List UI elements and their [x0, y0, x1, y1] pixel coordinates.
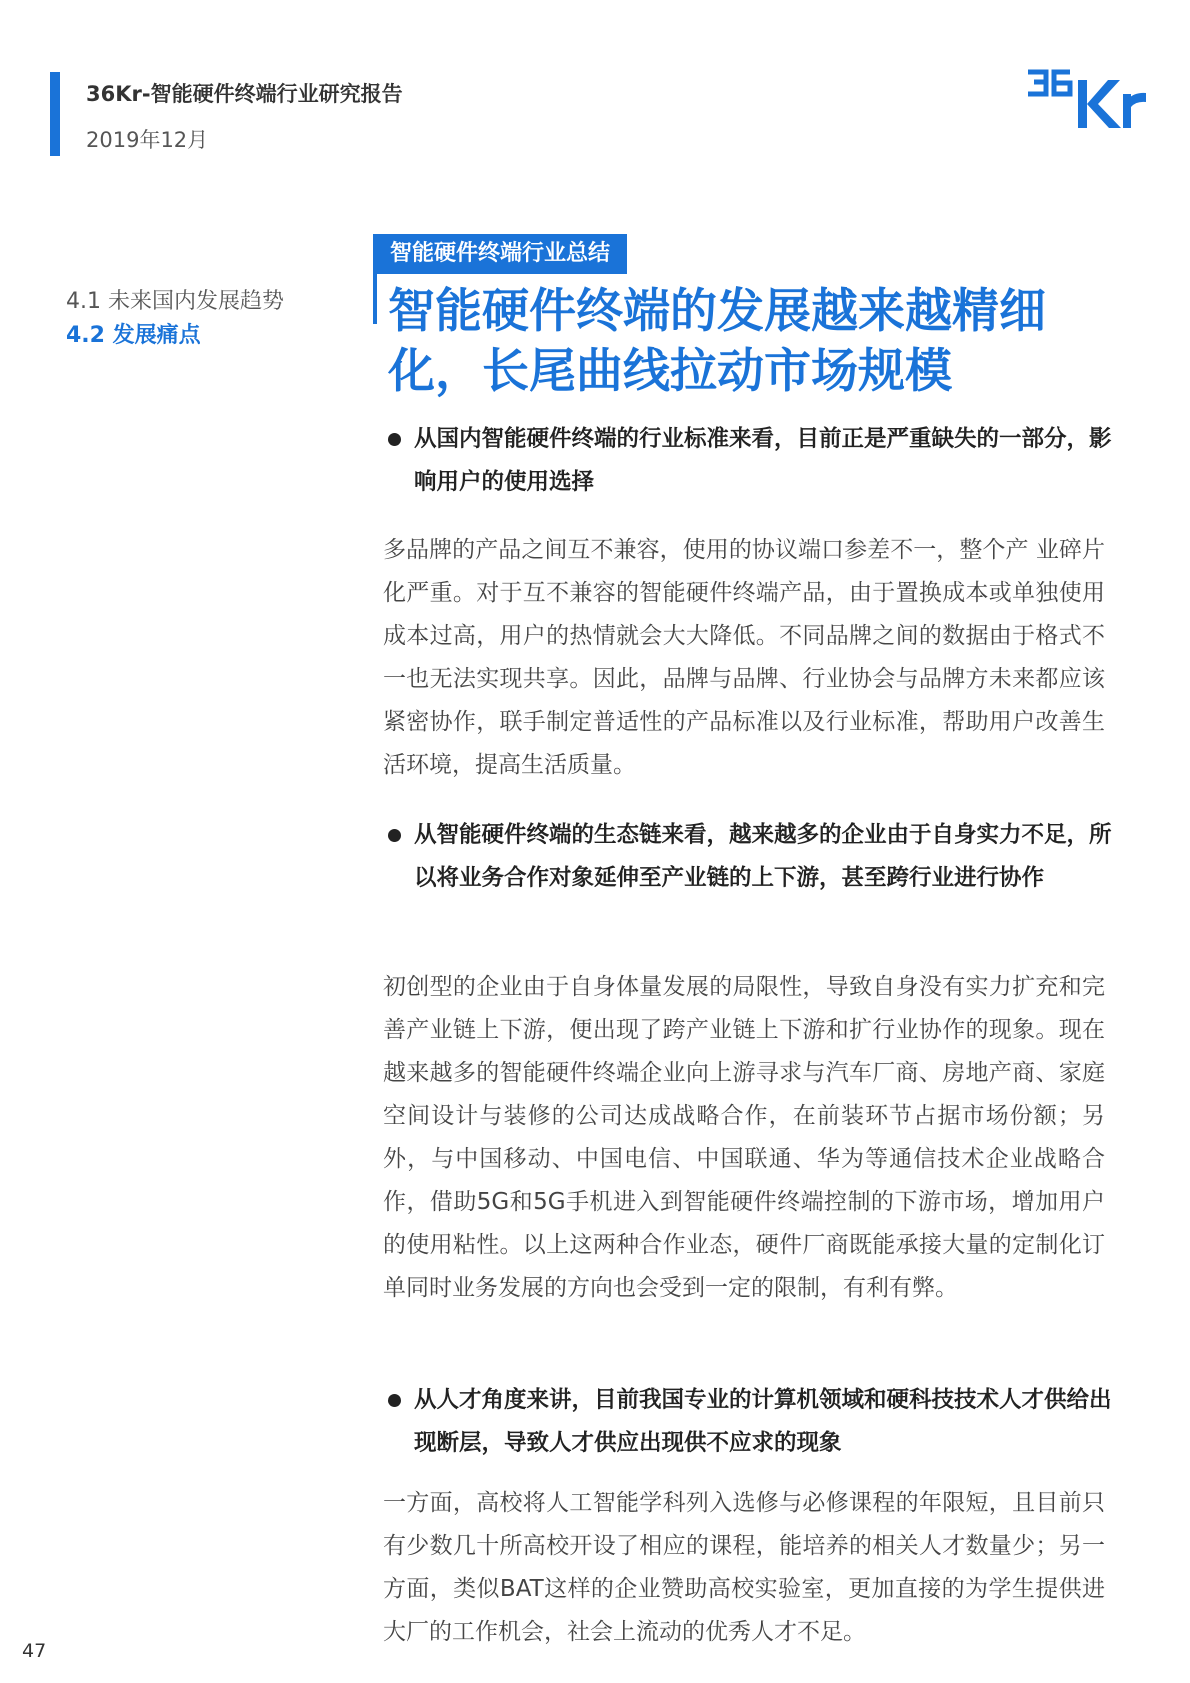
page-title: 智能硬件终端的发展越来越精细化，长尾曲线拉动市场规模 — [388, 284, 1046, 399]
36kr-logo — [1024, 60, 1154, 140]
report-title: 36Kr-智能硬件终端行业研究报告 — [86, 82, 403, 106]
report-date: 2019年12月 — [86, 128, 209, 152]
bullet-heading-text: 从国内智能硬件终端的行业标准来看，目前正是严重缺失的一部分，影响用户的使用选择 — [414, 426, 1112, 495]
section-tag: 智能硬件终端行业总结 — [373, 234, 627, 274]
bullet-heading-standards — [388, 418, 1124, 504]
paragraph-talent: 一方面，高校将人工智能学科列入选修与必修课程的年限短，且目前只有少数几十所高校开设了相应的课程，能培养的相关人才数量少；另一方面，类似BAT这样的企业赞助高校实验室，更加直接的为学生提供进大厂的工作机会，社会上流动的优秀人才不足。 — [383, 1490, 1105, 1645]
bullet-heading-text: 从人才角度来讲，目前我国专业的计算机领域和硬科技技术人才供给出现断层，导致人才供应出现供不应求的现象 — [414, 1387, 1112, 1456]
header-accent-bar — [50, 72, 60, 156]
bullet-heading-talent — [388, 1379, 1124, 1465]
bullet-heading-ecosystem — [388, 814, 1124, 900]
bullet-dot-icon — [388, 829, 401, 842]
page-number: 47 — [22, 1640, 47, 1662]
bullet-heading-text: 从智能硬件终端的生态链来看，越来越多的企业由于自身实力不足，所以将业务合作对象延伸至产业链的上下游，甚至跨行业进行协作 — [414, 822, 1112, 891]
sidebar-item-future-trends[interactable]: 4.1 未来国内发展趋势 — [66, 289, 284, 314]
paragraph-ecosystem: 初创型的企业由于自身体量发展的局限性，导致自身没有实力扩充和完善产业链上下游，便出现了跨产业链上下游和扩行业协作的现象。现在越来越多的智能硬件终端企业向上游寻求与汽车厂商、房地产商、家庭空间设计与装修的公司达成战略合作，在前装环节占据市场份额；另外，与中国移动、中国电信、中国联通、华为等通信技术企业战略合作，借助5G和5G手机进入到智能硬件终端控制的下游市场，增加用户的使用粘性。以上这两种合作业态，硬件厂商既能承接大量的定制化订单同时业务发展的方向也会受到一定的限制，有利有弊。 — [383, 974, 1105, 1301]
bullet-dot-icon — [388, 1394, 401, 1407]
title-accent-line — [373, 274, 377, 324]
sidebar-item-pain-points[interactable]: 4.2 发展痛点 — [66, 323, 201, 348]
paragraph-standards: 多品牌的产品之间互不兼容，使用的协议端口参差不一，整个产 业碎片化严重。对于互不兼容的智能硬件终端产品，由于置换成本或单独使用成本过高，用户的热情就会大大降低。不同品牌之间的数据由于格式不一也无法实现共享。因此，品牌与品牌、行业协会与品牌方未来都应该紧密协作，联手制定普适性的产品标准以及行业标准，帮助用户改善生活环境，提高生活质量。 — [383, 537, 1105, 778]
bullet-dot-icon — [388, 433, 401, 446]
